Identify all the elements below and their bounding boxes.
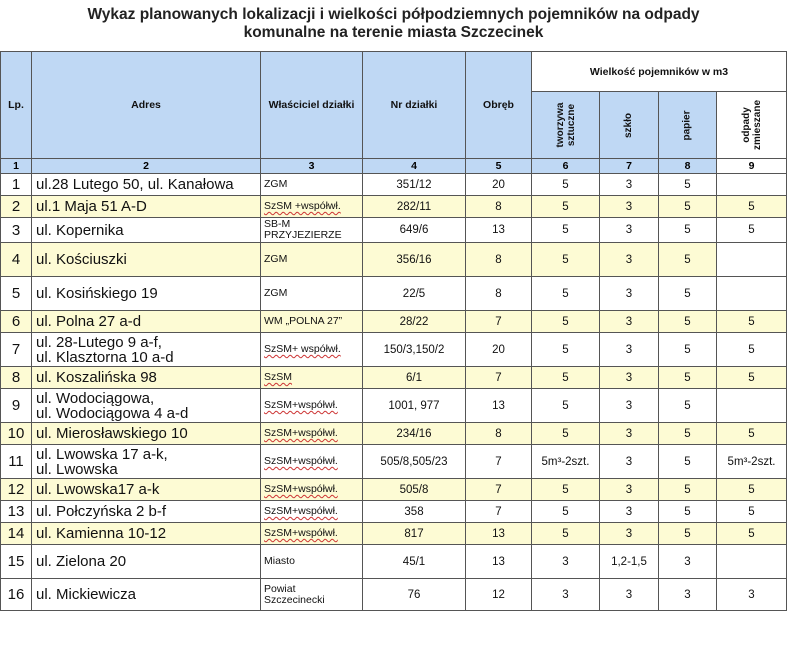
cell-paper: 5 xyxy=(659,218,717,243)
cell-plot-number: 817 xyxy=(363,523,466,545)
cell-mixed-waste xyxy=(717,277,787,311)
cell-glass: 3 xyxy=(600,479,659,501)
cell-plot-number: 505/8 xyxy=(363,479,466,501)
cell-mixed-waste: 5m³-2szt. xyxy=(717,445,787,479)
cell-glass: 3 xyxy=(600,423,659,445)
cell-owner: Miasto xyxy=(261,545,363,579)
cell-address: ul. Zielona 20 xyxy=(32,545,261,579)
cell-owner: SzSM+współwł. xyxy=(261,423,363,445)
header-plastics: tworzywa sztuczne xyxy=(532,92,600,159)
cell-paper: 5 xyxy=(659,423,717,445)
cell-mixed-waste: 5 xyxy=(717,523,787,545)
cell-owner: SzSM+ współwł. xyxy=(261,333,363,367)
cell-address: ul.1 Maja 51 A-D xyxy=(32,196,261,218)
header-mixed-waste: odpady zmieszane xyxy=(717,92,787,159)
cell-owner: SzSM+współwł. xyxy=(261,523,363,545)
table-row xyxy=(1,523,787,545)
col-number: 1 xyxy=(1,159,32,174)
cell-lp: 3 xyxy=(1,218,32,243)
cell-owner: SzSM+współwł. xyxy=(261,445,363,479)
cell-lp: 11 xyxy=(1,445,32,479)
col-number: 5 xyxy=(466,159,532,174)
header-glass: szkło xyxy=(600,92,659,159)
cell-mixed-waste xyxy=(717,243,787,277)
cell-mixed-waste: 5 xyxy=(717,218,787,243)
cell-address: ul. Kosińskiego 19 xyxy=(32,277,261,311)
cell-glass: 3 xyxy=(600,333,659,367)
cell-precinct: 7 xyxy=(466,479,532,501)
cell-paper: 3 xyxy=(659,579,717,611)
cell-plastics: 5 xyxy=(532,367,600,389)
header-address: Adres xyxy=(32,52,261,159)
cell-paper: 3 xyxy=(659,545,717,579)
cell-plot-number: 6/1 xyxy=(363,367,466,389)
cell-precinct: 13 xyxy=(466,545,532,579)
cell-owner: SzSM +współwł. xyxy=(261,196,363,218)
header-plot-number: Nr działki xyxy=(363,52,466,159)
col-number: 8 xyxy=(659,159,717,174)
cell-paper: 5 xyxy=(659,445,717,479)
cell-address: ul. Kamienna 10-12 xyxy=(32,523,261,545)
cell-paper: 5 xyxy=(659,523,717,545)
cell-plastics: 5 xyxy=(532,277,600,311)
cell-precinct: 20 xyxy=(466,174,532,196)
cell-paper: 5 xyxy=(659,333,717,367)
cell-paper: 5 xyxy=(659,311,717,333)
cell-owner: SB-M PRZYJEZIERZE xyxy=(261,218,363,243)
cell-plastics: 5 xyxy=(532,389,600,423)
cell-precinct: 8 xyxy=(466,277,532,311)
cell-paper: 5 xyxy=(659,389,717,423)
cell-glass: 3 xyxy=(600,196,659,218)
cell-glass: 3 xyxy=(600,277,659,311)
col-number: 9 xyxy=(717,159,787,174)
cell-plot-number: 351/12 xyxy=(363,174,466,196)
cell-mixed-waste: 5 xyxy=(717,501,787,523)
cell-plastics: 3 xyxy=(532,545,600,579)
cell-plot-number: 505/8,505/23 xyxy=(363,445,466,479)
cell-mixed-waste: 5 xyxy=(717,196,787,218)
cell-glass: 1,2-1,5 xyxy=(600,545,659,579)
cell-owner: WM „POLNA 27” xyxy=(261,311,363,333)
cell-lp: 8 xyxy=(1,367,32,389)
cell-precinct: 13 xyxy=(466,389,532,423)
cell-glass: 3 xyxy=(600,579,659,611)
cell-lp: 5 xyxy=(1,277,32,311)
cell-address: ul. Lwowska17 a-k xyxy=(32,479,261,501)
cell-glass: 3 xyxy=(600,218,659,243)
cell-lp: 16 xyxy=(1,579,32,611)
table-row xyxy=(1,333,787,367)
cell-precinct: 8 xyxy=(466,243,532,277)
cell-precinct: 7 xyxy=(466,367,532,389)
cell-mixed-waste xyxy=(717,389,787,423)
col-number: 2 xyxy=(32,159,261,174)
cell-lp: 1 xyxy=(1,174,32,196)
column-number-row xyxy=(1,159,787,174)
cell-mixed-waste xyxy=(717,174,787,196)
cell-mixed-waste xyxy=(717,545,787,579)
cell-plot-number: 150/3,150/2 xyxy=(363,333,466,367)
table-row xyxy=(1,389,787,423)
cell-precinct: 13 xyxy=(466,523,532,545)
cell-address: ul. Kościuszki xyxy=(32,243,261,277)
cell-glass: 3 xyxy=(600,174,659,196)
cell-plastics: 5 xyxy=(532,311,600,333)
cell-paper: 5 xyxy=(659,367,717,389)
containers-table xyxy=(0,51,787,611)
cell-address: ul. Połczyńska 2 b-f xyxy=(32,501,261,523)
cell-mixed-waste: 5 xyxy=(717,311,787,333)
table-row xyxy=(1,579,787,611)
cell-glass: 3 xyxy=(600,367,659,389)
cell-lp: 14 xyxy=(1,523,32,545)
cell-glass: 3 xyxy=(600,501,659,523)
cell-mixed-waste: 5 xyxy=(717,367,787,389)
cell-glass: 3 xyxy=(600,523,659,545)
table-row xyxy=(1,445,787,479)
cell-mixed-waste: 3 xyxy=(717,579,787,611)
header-lp: Lp. xyxy=(1,52,32,159)
cell-owner: ZGM xyxy=(261,243,363,277)
cell-plastics: 5 xyxy=(532,174,600,196)
cell-plot-number: 234/16 xyxy=(363,423,466,445)
cell-owner: Powiat Szczecinecki xyxy=(261,579,363,611)
cell-lp: 13 xyxy=(1,501,32,523)
cell-address: ul. Kopernika xyxy=(32,218,261,243)
table-row xyxy=(1,479,787,501)
cell-address: ul. Lwowska 17 a-k, ul. Lwowska xyxy=(32,445,261,479)
col-number: 6 xyxy=(532,159,600,174)
header-paper: papier xyxy=(659,92,717,159)
cell-precinct: 8 xyxy=(466,423,532,445)
cell-plastics: 5m³-2szt. xyxy=(532,445,600,479)
cell-paper: 5 xyxy=(659,479,717,501)
cell-plot-number: 649/6 xyxy=(363,218,466,243)
cell-owner: SzSM xyxy=(261,367,363,389)
cell-plot-number: 358 xyxy=(363,501,466,523)
cell-paper: 5 xyxy=(659,196,717,218)
cell-lp: 15 xyxy=(1,545,32,579)
title-line-2: komunalne na terenie miasta Szczecinek xyxy=(243,24,544,41)
header-precinct: Obręb xyxy=(466,52,532,159)
cell-owner: SzSM+współwł. xyxy=(261,501,363,523)
cell-address: ul. Polna 27 a-d xyxy=(32,311,261,333)
cell-paper: 5 xyxy=(659,277,717,311)
cell-plastics: 5 xyxy=(532,523,600,545)
cell-plastics: 3 xyxy=(532,579,600,611)
cell-owner: ZGM xyxy=(261,277,363,311)
cell-glass: 3 xyxy=(600,243,659,277)
cell-mixed-waste: 5 xyxy=(717,333,787,367)
cell-mixed-waste: 5 xyxy=(717,423,787,445)
cell-owner: ZGM xyxy=(261,174,363,196)
cell-paper: 5 xyxy=(659,501,717,523)
cell-glass: 3 xyxy=(600,445,659,479)
col-number: 3 xyxy=(261,159,363,174)
table-row xyxy=(1,367,787,389)
table-row xyxy=(1,277,787,311)
cell-precinct: 13 xyxy=(466,218,532,243)
cell-plastics: 5 xyxy=(532,196,600,218)
table-row xyxy=(1,196,787,218)
cell-lp: 2 xyxy=(1,196,32,218)
cell-plastics: 5 xyxy=(532,218,600,243)
cell-plastics: 5 xyxy=(532,501,600,523)
cell-owner: SzSM+współwł. xyxy=(261,479,363,501)
cell-glass: 3 xyxy=(600,389,659,423)
cell-plot-number: 22/5 xyxy=(363,277,466,311)
cell-address: ul. Koszalińska 98 xyxy=(32,367,261,389)
cell-plastics: 5 xyxy=(532,423,600,445)
table-row xyxy=(1,545,787,579)
cell-lp: 10 xyxy=(1,423,32,445)
cell-address: ul. Mierosławskiego 10 xyxy=(32,423,261,445)
header-owner: Właściciel działki xyxy=(261,52,363,159)
cell-lp: 12 xyxy=(1,479,32,501)
cell-precinct: 7 xyxy=(466,311,532,333)
table-row xyxy=(1,174,787,196)
cell-lp: 6 xyxy=(1,311,32,333)
table-row xyxy=(1,501,787,523)
table-row xyxy=(1,311,787,333)
cell-precinct: 20 xyxy=(466,333,532,367)
cell-owner: SzSM+współwł. xyxy=(261,389,363,423)
cell-plastics: 5 xyxy=(532,479,600,501)
col-number: 4 xyxy=(363,159,466,174)
cell-precinct: 7 xyxy=(466,445,532,479)
cell-precinct: 7 xyxy=(466,501,532,523)
cell-address: ul. Wodociągowa, ul. Wodociągowa 4 a-d xyxy=(32,389,261,423)
cell-plot-number: 28/22 xyxy=(363,311,466,333)
cell-plot-number: 282/11 xyxy=(363,196,466,218)
cell-plot-number: 356/16 xyxy=(363,243,466,277)
cell-mixed-waste: 5 xyxy=(717,479,787,501)
cell-lp: 4 xyxy=(1,243,32,277)
cell-plot-number: 1001, 977 xyxy=(363,389,466,423)
title-line-1: Wykaz planowanych lokalizacji i wielkości półpodziemnych pojemników na odpady xyxy=(87,6,700,23)
cell-precinct: 8 xyxy=(466,196,532,218)
cell-paper: 5 xyxy=(659,174,717,196)
cell-precinct: 12 xyxy=(466,579,532,611)
cell-lp: 9 xyxy=(1,389,32,423)
cell-paper: 5 xyxy=(659,243,717,277)
table-row xyxy=(1,423,787,445)
table-row xyxy=(1,243,787,277)
cell-address: ul. 28-Lutego 9 a-f, ul. Klasztorna 10 a-d xyxy=(32,333,261,367)
cell-plastics: 5 xyxy=(532,243,600,277)
cell-plastics: 5 xyxy=(532,333,600,367)
document-title xyxy=(0,0,787,48)
cell-glass: 3 xyxy=(600,311,659,333)
cell-plot-number: 76 xyxy=(363,579,466,611)
cell-plot-number: 45/1 xyxy=(363,545,466,579)
cell-address: ul.28 Lutego 50, ul. Kanałowa xyxy=(32,174,261,196)
header-container-size: Wielkość pojemników w m3 xyxy=(532,52,787,92)
table-row xyxy=(1,218,787,243)
col-number: 7 xyxy=(600,159,659,174)
cell-lp: 7 xyxy=(1,333,32,367)
cell-address: ul. Mickiewicza xyxy=(32,579,261,611)
